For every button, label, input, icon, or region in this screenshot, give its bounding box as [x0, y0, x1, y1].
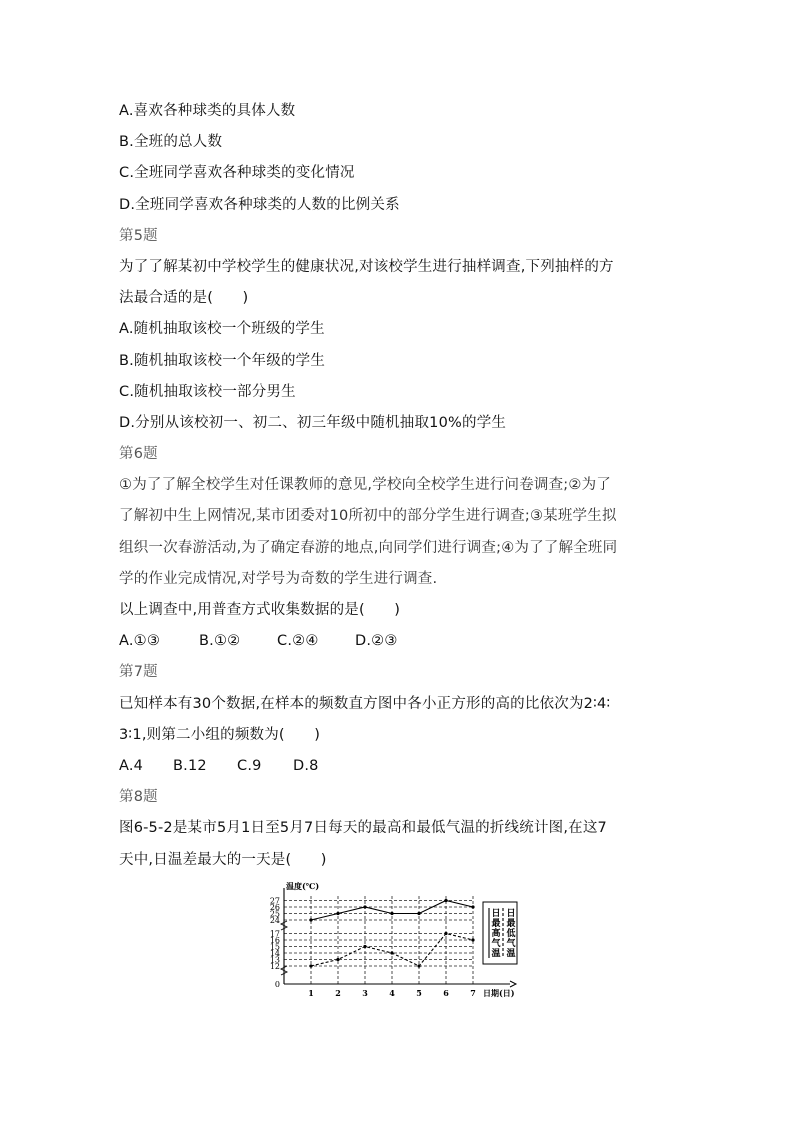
data-point-high	[444, 899, 447, 902]
data-point-low	[471, 938, 474, 941]
q7-stem-line-1: 已知样本有30个数据,在样本的频数直方图中各小正方形的高的比依次为2∶4∶	[119, 695, 611, 712]
legend-label-low: 低	[506, 929, 516, 939]
q6-option-b: B.①②	[199, 633, 241, 650]
data-point-high	[417, 912, 420, 915]
q7-option-d: D.8	[293, 757, 319, 774]
y-tick-label: 15	[269, 942, 280, 952]
legend-label-high: 高	[491, 929, 501, 939]
y-tick-label: 14	[269, 949, 280, 958]
x-axis-arrow	[510, 981, 516, 987]
x-tick-label: 4	[389, 988, 395, 998]
legend-label-low: 日	[506, 909, 516, 919]
q8-stem-line-2: 天中,日温差最大的一天是( )	[119, 851, 327, 868]
q5-option-b: B.随机抽取该校一个年级的学生	[119, 352, 326, 369]
q8-label: 第8题	[119, 789, 158, 806]
q8-stem-line-1: 图6-5-2是某市5月1日至5月7日每天的最高和最低气温的折线统计图,在这7	[119, 820, 607, 837]
data-point-low	[363, 945, 366, 948]
chart-svg	[262, 880, 524, 998]
y-tick-label: 12	[269, 962, 280, 971]
q7-stem-line-2: 3∶1,则第二小组的频数为( )	[119, 726, 321, 743]
q7-option-a: A.4	[119, 757, 144, 774]
q6-options	[119, 626, 679, 657]
q6-option-c: C.②④	[277, 633, 319, 650]
data-point-high	[309, 918, 312, 921]
x-tick-label: 6	[443, 988, 449, 998]
y-axis-label: 温度(℃)	[286, 881, 320, 891]
data-point-high	[336, 912, 339, 915]
legend-label-low: 温	[506, 949, 516, 959]
x-tick-label: 2	[335, 988, 341, 998]
q6-stem-line-5: 以上调查中,用普查方式收集数据的是( )	[119, 602, 401, 618]
q4-option-c: C.全班同学喜欢各种球类的变化情况	[119, 165, 355, 182]
q6-stem-line-4: 学的作业完成情况,对学号为奇数的学生进行调查.	[119, 570, 438, 587]
q4-option-a: A.喜欢各种球类的具体人数	[119, 103, 296, 119]
y-axis-break-upper	[281, 921, 287, 930]
y-tick-label: 27	[269, 896, 280, 906]
q6-option-a: A.①③	[119, 633, 161, 650]
x-tick-label: 3	[362, 988, 368, 998]
data-point-low	[390, 951, 393, 954]
q6-label: 第6题	[119, 446, 158, 463]
document-page	[119, 96, 679, 876]
q4-option-d: D.全班同学喜欢各种球类的人数的比例关系	[119, 196, 400, 213]
q5-label: 第5题	[119, 227, 158, 244]
q5-option-a: A.随机抽取该校一个班级的学生	[119, 321, 325, 338]
legend-label-low: 最	[506, 919, 516, 929]
temperature-line-chart	[262, 880, 524, 998]
legend-label-high: 气	[491, 939, 501, 949]
y-tick-label: 0	[274, 980, 280, 989]
q6-option-d: D.②③	[355, 633, 398, 650]
q7-label: 第7题	[119, 664, 158, 681]
data-point-low	[336, 958, 339, 961]
y-tick-label: 17	[269, 929, 280, 939]
data-point-high	[471, 905, 474, 908]
legend-label-high: 温	[491, 949, 501, 959]
x-tick-label: 5	[416, 988, 422, 998]
q6-stem-line-3: 组织一次春游活动,为了确定春游的地点,向同学们进行调查;④为了了解全班同	[119, 539, 618, 556]
y-tick-label: 25	[269, 909, 280, 919]
q5-option-d: D.分别从该校初一、初二、初三年级中随机抽取10%的学生	[119, 414, 507, 431]
q7-option-b: B.12	[173, 757, 207, 774]
q7-option-c: C.9	[237, 757, 262, 774]
y-axis-break-lower	[281, 966, 287, 975]
y-tick-label: 13	[269, 955, 280, 965]
y-tick-label: 16	[269, 936, 280, 945]
y-tick-label: 24	[269, 916, 280, 925]
legend-label-high: 最	[491, 919, 501, 929]
q7-options	[119, 751, 679, 782]
q5-stem-line-2: 法最合适的是( )	[119, 290, 249, 307]
x-tick-label: 7	[470, 988, 476, 998]
data-point-high	[363, 905, 366, 908]
legend-label-high: 日	[491, 909, 501, 919]
q6-stem-line-2: 了解初中生上网情况,某市团委对10所初中的部分学生进行调查;③某班学生拟	[119, 508, 617, 525]
q4-option-b: B.全班的总人数	[119, 134, 223, 151]
q6-stem-line-1: ①为了了解全校学生对任课教师的意见,学校向全校学生进行问卷调查;②为了	[119, 477, 611, 494]
y-tick-label: 26	[269, 903, 280, 912]
data-point-low	[444, 932, 447, 935]
q5-stem-line-1: 为了了解某初中学校学生的健康状况,对该校学生进行抽样调查,下列抽样的方	[119, 258, 614, 275]
q5-option-c: C.随机抽取该校一部分男生	[119, 383, 296, 400]
data-point-low	[417, 964, 420, 967]
data-point-high	[390, 912, 393, 915]
data-point-low	[309, 964, 312, 967]
x-tick-label: 1	[308, 988, 314, 998]
legend-label-low: 气	[506, 939, 516, 949]
x-axis-label: 日期(日)	[483, 988, 515, 998]
